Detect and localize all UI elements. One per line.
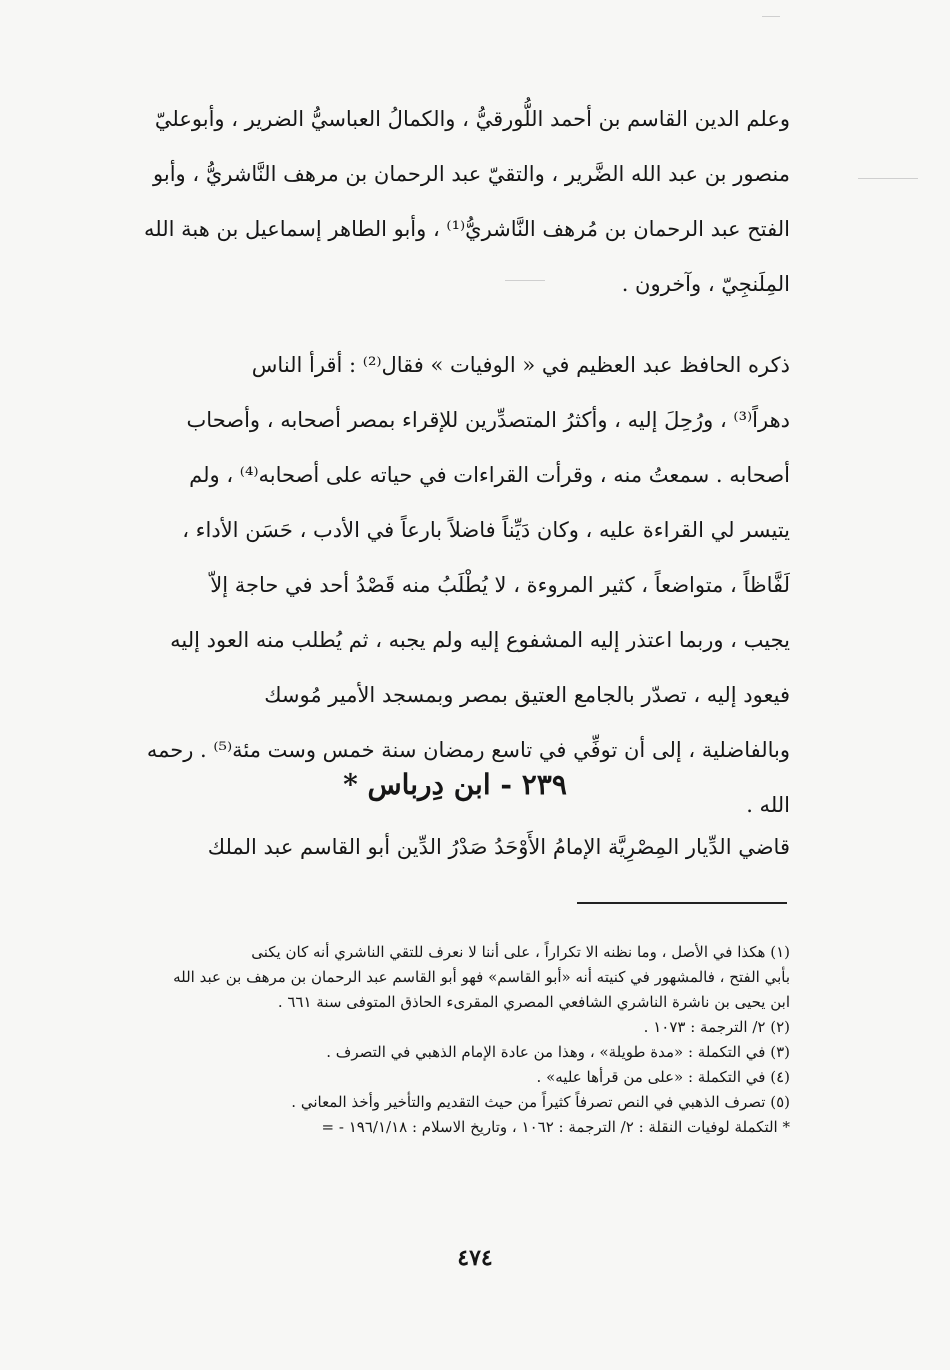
text-line: الله . [746, 793, 790, 817]
text-line: دهراً⁽³⁾ ، ورُحِلَ إليه ، وأكثرُ المتصدِّرين للإقراء بمصر أصحابه ، وأصحاب [186, 408, 790, 432]
footnote-line: (٤) في التكملة : «على من قرأها عليه» . [536, 1068, 790, 1086]
text-line: فيعود إليه ، تصدّر بالجامع العتيق بمصر وبمسجد الأمير مُوسك [264, 683, 790, 707]
text-line: لَفَّاظاً ، متواضعاً ، كثير المروءة ، لا يُطْلَبُ منه قَصْدُ أحد في حاجة إلاّ [210, 573, 790, 597]
footnote-line: ابن يحيى بن ناشرة الناشري الشافعي المصري المقرىء الحاذق المتوفى سنة ٦٦١ . [277, 993, 790, 1011]
main-text [120, 92, 790, 833]
text-line: أصحابه . سمعتُ منه ، وقرأت القراءات في حياته على أصحابه⁽⁴⁾ ، ولم [189, 463, 790, 487]
footnote-divider [577, 902, 787, 904]
entry-subline: قاضي الدِّيار المِصْرِيَّة الإمامُ الأَوْحَدُ صَدْرُ الدِّين أبو القاسم عبد الملك [207, 835, 790, 859]
text-line: منصور بن عبد الله الضَّرير ، والتقيّ عبد الرحمان بن مرهف النَّاشريُّ ، وأبو [153, 162, 790, 186]
scan-mark [858, 178, 918, 179]
text-line: وعلم الدين القاسم بن أحمد اللُّورقيُّ ، والكمالُ العباسيُّ الضرير ، وأبوعليّ [154, 107, 790, 131]
text-line: ذكره الحافظ عبد العظيم في « الوفيات » فقال⁽²⁾ : أقرأ الناس [251, 353, 790, 377]
text-line: يتيسر لي القراءة عليه ، وكان دَيِّناً فاضلاً بارعاً في الأدب ، حَسَن الأداء ، [182, 518, 790, 542]
footnote-line: (٥) تصرف الذهبي في النص تصرفاً كثيراً من حيث التقديم والتأخير وأخذ المعاني . [291, 1093, 790, 1111]
page-number: ٤٧٤ [457, 1245, 493, 1271]
scan-mark [762, 16, 780, 17]
text-line: المِلَنجِيّ ، وآخرون . [621, 272, 790, 296]
footnote-line: بأبي الفتح ، فالمشهور في كنيته أنه «أبو القاسم» فهو أبو القاسم عبد الرحمان بن مرهف بن عبد الله [173, 968, 790, 986]
footnote-line: (٢) ٢/ الترجمة : ١٠٧٣ . [643, 1018, 790, 1036]
footnote-line: (١) هكذا في الأصل ، وما نظنه الا تكراراً ، على أننا لا نعرف للتقي الناشري أنه كان يكنى [251, 943, 790, 961]
footnotes [120, 940, 790, 1140]
text-line: يجيب ، وربما اعتذر إليه المشفوع إليه ولم يجبه ، ثم يُطلب منه العود إليه [170, 628, 790, 652]
footnote-line: (٣) في التكملة : «مدة طويلة» ، وهذا من عادة الإمام الذهبي في التصرف . [326, 1043, 790, 1061]
entry-heading: ٢٣٩ - ابن دِرباس * [343, 768, 567, 801]
footnote-line: * التكملة لوفيات النقلة : ٢/ الترجمة : ١٠٦٢ ، وتاريخ الاسلام : ١٩٦/١/١٨ - = [321, 1118, 790, 1136]
text-line: وبالفاضلية ، إلى أن توفِّي في تاسع رمضان سنة خمس وست مئة⁽⁵⁾ . رحمه [146, 738, 790, 762]
text-line: الفتح عبد الرحمان بن مُرهف النَّاشريُّ⁽¹⁾ ، وأبو الطاهر إسماعيل بن هبة الله [144, 217, 790, 241]
